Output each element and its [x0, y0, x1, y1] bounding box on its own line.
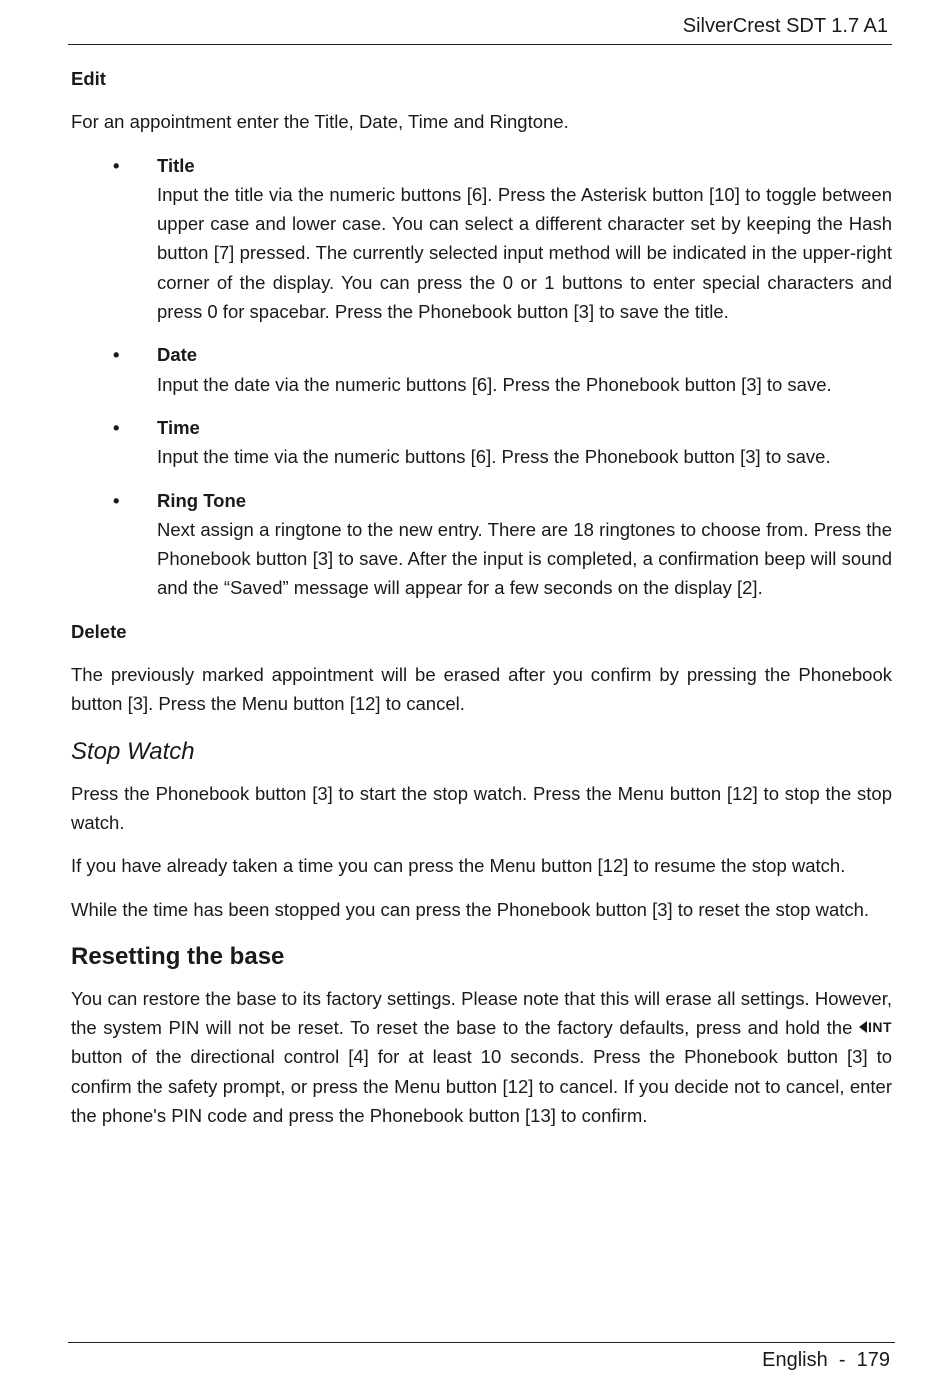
- int-icon-label: INT: [867, 1019, 892, 1036]
- stop-watch-paragraph: Press the Phonebook button [3] to start the stop watch. Press the Menu button [12] to stop the stop watch.: [71, 782, 892, 833]
- delete-text: The previously marked appointment will be erased after you confirm by pressing the Phonebook button [3]. Press the Menu button [12] to cancel.: [71, 664, 892, 715]
- bullet-glyph: •: [113, 416, 120, 438]
- resetting-text: [71, 984, 892, 1130]
- int-left-arrow-icon: [859, 1020, 892, 1034]
- header-divider: [68, 44, 892, 45]
- bullet-item-title: [71, 151, 892, 327]
- bullet-glyph: •: [113, 344, 120, 366]
- stop-watch-paragraph: If you have already taken a time you can press the Menu button [12] to resume the stop watch.: [71, 855, 846, 877]
- bullet-text: Next assign a ringtone to the new entry. There are 18 ringtones to choose from. Press the Phonebook button [3] to save. After the input is completed, a confirmation beep will sound and the “Saved” message will appear for a few seconds on the display [2].: [157, 518, 892, 599]
- bullet-title: Time: [157, 416, 200, 438]
- page-content: [71, 64, 892, 1144]
- bullet-glyph: •: [113, 154, 120, 176]
- footer-divider: [68, 1342, 895, 1343]
- page-footer: English - 179: [762, 1349, 890, 1371]
- edit-heading: Edit: [71, 68, 106, 89]
- resetting-heading: Resetting the base: [71, 942, 285, 970]
- bullet-text: Input the time via the numeric buttons [6]. Press the Phonebook button [3] to save.: [157, 446, 831, 468]
- bullet-text: Input the title via the numeric buttons [6]. Press the Asterisk button [10] to toggle between upper case and lower case. You can select a different character set by keeping the Hash button [7] pressed. The currently selected input method will be indicated in the upper-right corner of the display. You can press the 0 or 1 buttons to enter special characters and press 0 for spacebar. Press the Phonebook button [3] to save the title.: [157, 183, 892, 323]
- edit-bullet-list: [71, 151, 892, 603]
- bullet-title: Title: [157, 154, 195, 176]
- left-arrow-icon: [859, 1021, 867, 1033]
- bullet-title: Ring Tone: [157, 489, 247, 511]
- edit-intro: For an appointment enter the Title, Date, Time and Ringtone.: [71, 111, 569, 133]
- bullet-item-date: [71, 340, 892, 399]
- delete-heading: Delete: [71, 620, 127, 642]
- bullet-title: Date: [157, 344, 198, 366]
- running-header: SilverCrest SDT 1.7 A1: [682, 15, 888, 37]
- bullet-text: Input the date via the numeric buttons [6]. Press the Phonebook button [3] to save.: [157, 373, 832, 395]
- bullet-item-time: [71, 413, 892, 472]
- resetting-text-start: You can restore the base to its factory settings. Please note that this will erase all settings. However, the system PIN will not be reset. To reset the base to the factory defaults, press and hold the: [71, 987, 892, 1039]
- bullet-item-ring-tone: [71, 486, 892, 603]
- resetting-text-end: button of the directional control [4] for at least 10 seconds. Press the Phonebook button [3] to confirm the safety prompt, or press the Menu button [12] to cancel. If you decide not to cancel, enter the phone's PIN code and press the Phonebook button [13] to confirm.: [71, 1046, 892, 1127]
- bullet-glyph: •: [113, 489, 120, 511]
- stop-watch-paragraph: While the time has been stopped you can press the Phonebook button [3] to reset the stop watch.: [71, 898, 870, 920]
- stop-watch-heading: Stop Watch: [71, 737, 195, 765]
